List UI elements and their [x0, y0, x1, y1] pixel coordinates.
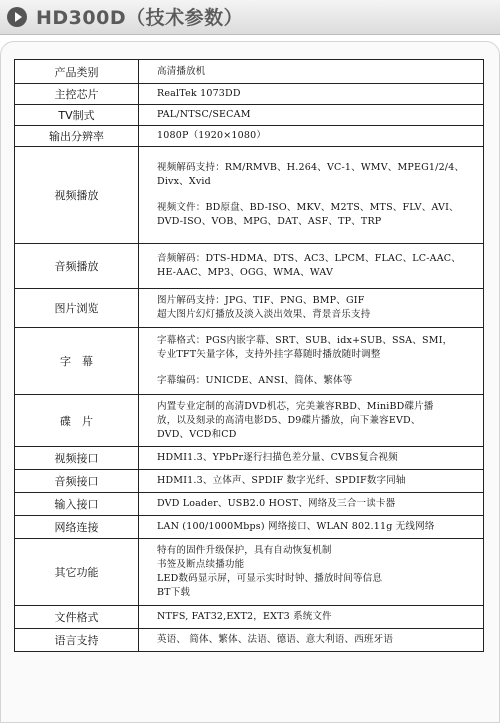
- spec-value: [139, 493, 484, 516]
- spec-value-line: 放，以及刻录的高清电影D5、D9碟片播放，向下兼容EVD、: [157, 414, 421, 426]
- spec-label: TV制式: [15, 105, 139, 126]
- spec-value-line: LED数码显示屏，可显示实时时钟、播放时间等信息: [157, 573, 383, 584]
- spec-label: 音频播放: [15, 244, 139, 289]
- spec-row: [15, 126, 484, 147]
- spec-row: [15, 539, 484, 606]
- spec-value: [139, 395, 484, 447]
- spec-label: 文件格式: [15, 606, 139, 629]
- spec-value-group: [157, 334, 483, 362]
- spec-label: 其它功能: [15, 539, 139, 606]
- spec-label: 字 幕: [15, 328, 139, 395]
- spec-value-line: 超大图片幻灯播放及淡入淡出效果、背景音乐支持: [157, 309, 371, 320]
- spec-value-group: [157, 497, 483, 511]
- spec-value-line: RealTek 1073DD: [157, 88, 241, 99]
- spec-value: [139, 328, 484, 395]
- header-bar: [0, 0, 500, 35]
- spec-row: [15, 493, 484, 516]
- spec-value-group: [157, 252, 483, 280]
- spec-value-group: [157, 161, 483, 189]
- spec-row: [15, 629, 484, 652]
- spec-value-line: DVD-ISO、VOB、MPG、DAT、ASF、TP、TRP: [157, 216, 382, 227]
- spec-value-line: DVD、VCD和CD: [157, 428, 237, 440]
- spec-label: 主控芯片: [15, 84, 139, 105]
- spec-label: 视频播放: [15, 147, 139, 244]
- spec-value-line: 内置专业定制的高清DVD机芯，完美兼容RBD、MiniBD碟片播: [157, 400, 434, 412]
- spec-value-group: [157, 87, 483, 101]
- play-circle-icon: [7, 7, 27, 27]
- spec-value-group: [157, 294, 483, 322]
- spec-value: [139, 84, 484, 105]
- spec-value: [139, 105, 484, 126]
- spec-value-line: HE-AAC、MP3、OGG、WMA、WAV: [157, 267, 334, 278]
- spec-value-group: [157, 610, 483, 624]
- spec-value-line: 音频解码：DTS-HDMA、DTS、AC3、LPCM、FLAC、LC-AAC、: [157, 253, 461, 264]
- spec-label: 语言支持: [15, 629, 139, 652]
- spec-value: [139, 60, 484, 84]
- spec-value-group: [157, 201, 483, 229]
- spec-value-line: 图片解码支持：JPG、TIF、PNG、BMP、GIF: [157, 295, 365, 306]
- spec-value-group: [157, 633, 483, 647]
- spec-label: 产品类别: [15, 60, 139, 84]
- spec-row: [15, 147, 484, 244]
- spec-value: [139, 606, 484, 629]
- spec-value-line: 英语、 简体、繁体、法语、德语、意大利语、西班牙语: [157, 634, 394, 645]
- spec-row: [15, 289, 484, 328]
- spec-value-group: [157, 451, 483, 465]
- spec-row: [15, 105, 484, 126]
- spec-value-group: [157, 474, 483, 488]
- spec-value: [139, 244, 484, 289]
- spec-row: [15, 447, 484, 470]
- spec-value-group: [157, 520, 483, 534]
- spec-value-line: PAL/NTSC/SECAM: [157, 109, 251, 120]
- spec-value-line: HDMI1.3、立体声、SPDIF 数字光纤、SPDIF数字同轴: [157, 475, 406, 486]
- spec-value: [139, 629, 484, 652]
- spec-row: [15, 606, 484, 629]
- spec-value-line: 字幕编码：UNICDE、ANSI、简体、繁体等: [157, 375, 353, 386]
- spec-value-line: 字幕格式：PGS内嵌字幕、SRT、SUB、idx+SUB、SSA、SMI，: [157, 335, 453, 346]
- spec-value-line: DVD Loader、USB2.0 HOST、网络及三合一读卡器: [157, 498, 396, 509]
- spec-label: 图片浏览: [15, 289, 139, 328]
- spec-value: [139, 516, 484, 539]
- spec-table: [14, 59, 484, 652]
- spec-value-line: 1080P（1920×1080）: [157, 130, 267, 141]
- spec-row: [15, 395, 484, 447]
- spec-row: [15, 470, 484, 493]
- spec-value: [139, 289, 484, 328]
- spec-value-line: 书签及断点续播功能: [157, 559, 245, 570]
- spec-value-group: [157, 108, 483, 122]
- spec-row: [15, 516, 484, 539]
- spec-label: 输出分辨率: [15, 126, 139, 147]
- spec-value-group: [157, 129, 483, 143]
- spec-value-group: [157, 374, 483, 388]
- spec-value-line: 特有的固件升级保护，具有自动恢复机制: [157, 545, 332, 556]
- spec-value-line: Divx、Xvid: [157, 176, 211, 187]
- page-title: HD300D（技术参数）: [36, 7, 244, 29]
- spec-value-line: NTFS, FAT32,EXT2，EXT3 系统文件: [157, 611, 332, 622]
- spec-value-group: [157, 544, 483, 600]
- spec-row: [15, 244, 484, 289]
- spec-value-line: 视频文件：BD原盘、BD-ISO、MKV、M2TS、MTS、FLV、AVI、: [157, 202, 459, 213]
- spec-value-line: 视频解码支持：RM/RMVB、H.264、VC-1、WMV、MPEG1/2/4、: [157, 162, 465, 173]
- spec-value-line: HDMI1.3、YPbPr逐行扫描色差分量、CVBS复合视频: [157, 452, 398, 463]
- spec-value: [139, 147, 484, 244]
- spec-value-line: 高清播放机: [157, 65, 206, 77]
- spec-value: [139, 539, 484, 606]
- spec-row: [15, 328, 484, 395]
- spec-value-group: [157, 65, 483, 79]
- spec-label: 视频接口: [15, 447, 139, 470]
- spec-value: [139, 470, 484, 493]
- spec-label: 网络连接: [15, 516, 139, 539]
- spec-label: 碟 片: [15, 395, 139, 447]
- spec-label: 音频接口: [15, 470, 139, 493]
- spec-value: [139, 126, 484, 147]
- spec-row: [15, 60, 484, 84]
- spec-value-group: [157, 400, 483, 442]
- spec-row: [15, 84, 484, 105]
- spec-value-line: LAN (100/1000Mbps) 网络接口、WLAN 802.11g 无线网络: [157, 521, 435, 532]
- spec-value-line: BT下载: [157, 587, 191, 598]
- spec-value-line: 专业TFT矢量字体，支持外挂字幕随时播放随时调整: [157, 349, 381, 360]
- spec-value: [139, 447, 484, 470]
- spec-label: 输入接口: [15, 493, 139, 516]
